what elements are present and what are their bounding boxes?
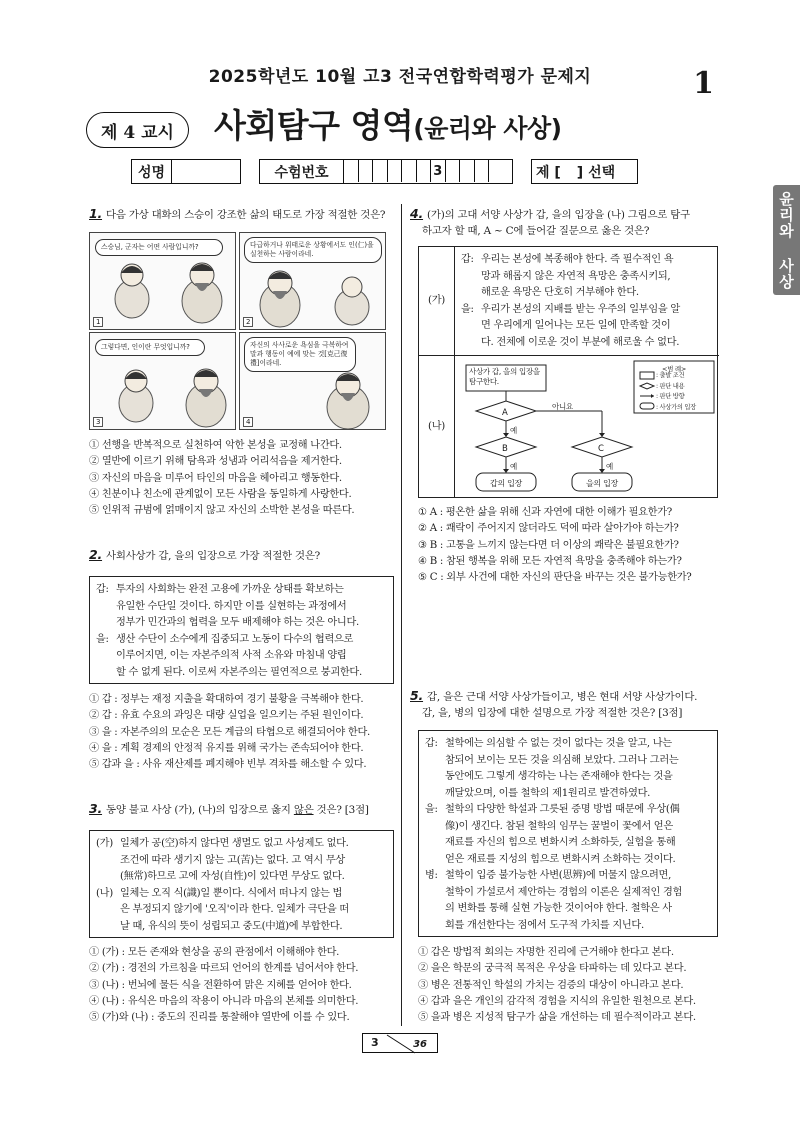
answer-option[interactable]: ③ 을 : 자본주의의 모순은 모든 계급의 타협으로 해결되어야 한다. (89, 726, 370, 738)
question-text: 동양 불교 사상 (가), (나)의 입장으로 옳지 (106, 804, 294, 816)
answer-option[interactable]: ⑤ 을과 병은 지성적 탐구가 삶을 개선하는 데 필수적이라고 본다. (418, 1012, 696, 1024)
question-text-emphasis: 않은 (293, 804, 314, 816)
name-box (131, 159, 241, 184)
speaker-label: 갑: (96, 584, 109, 595)
row-divider (419, 355, 719, 356)
passage-line: (無常)하므로 고에 자성(自性)이 있다면 무상도 없다. (120, 871, 345, 882)
legend-title: <범 례> (661, 365, 687, 373)
speaker-label: 병: (425, 870, 438, 881)
passage-line: 해로운 욕망은 단호히 거부해야 한다. (481, 287, 639, 298)
passage-line: 면 우리에게 일어나는 모든 일에 만족할 것이 (481, 320, 671, 331)
branch-yes-label: 예 (510, 426, 517, 435)
comic-panel-1 (89, 232, 236, 330)
passage-ga (461, 252, 715, 351)
answer-option[interactable]: ① A : 평온한 삶을 위해 신과 자연에 대한 이해가 필요한가? (418, 507, 672, 518)
answer-option[interactable]: ④ 갑과 을은 개인의 감각적 경험을 지식의 유일한 원천으로 본다. (418, 995, 696, 1007)
question-1 (89, 206, 394, 223)
answer-option[interactable]: ⑤ 인위적 규범에 얽매이지 않고 자신의 소박한 본성을 따른다. (89, 505, 355, 517)
question-text: 것은? [3점] (313, 804, 369, 816)
exam-number-cell[interactable] (489, 160, 504, 182)
decision-b-label: B (502, 444, 508, 454)
answer-option[interactable]: ⑤ C : 외부 사건에 대한 자신의 판단을 바꾸는 것은 불가능한가? (418, 572, 692, 584)
answer-option[interactable]: ④ 친분이나 친소에 관계없이 모든 사람을 동일하게 사랑한다. (89, 488, 352, 500)
passage-line: 동안에도 그렇게 생각하는 나는 존재해야 한다는 것을 (445, 771, 673, 782)
passage-line: 철학의 다양한 학설과 그릇된 증명 방법 때문에 우상(偶 (445, 804, 680, 815)
exam-number-cell[interactable] (388, 160, 403, 182)
exam-title: 2025학년도 10월 고3 전국연합학력평가 문제지 (208, 67, 592, 87)
question-4-options (418, 505, 691, 586)
question-4-stem (410, 206, 720, 223)
name-field[interactable] (172, 160, 240, 183)
speaker-label: 갑: (461, 254, 474, 265)
panel-number: 2 (243, 317, 253, 327)
period-badge: 제 4 교시 (86, 112, 189, 148)
question-text: 다음 가상 대화의 스승이 강조한 삶의 태도로 가장 적절한 것은? (106, 209, 386, 221)
passage-line: 참되어 보이는 모든 것을 의심해 보았다. 그러나 그러는 (445, 754, 679, 766)
speech-bubble: 자신의 사사로운 욕심을 극복하여 말과 행동이 예에 맞는 것[克己復禮]이라네. (244, 337, 356, 372)
panel-number: 4 (243, 417, 253, 427)
question-text: (가)의 고대 서양 사상가 갑, 을의 입장을 (나) 그림으로 탐구 (427, 209, 690, 221)
question-5-stem (410, 688, 725, 705)
passage-line: 생산 수단이 소수에게 집중되고 노동이 다수의 협력으로 (116, 633, 354, 645)
answer-option[interactable]: ⑤ 갑과 을 : 사유 재산제를 폐지해야 빈부 격차를 해소할 수 있다. (89, 759, 367, 771)
comic-panel-3 (89, 332, 236, 430)
answer-option[interactable]: ② 을은 학문의 궁극적 목적은 우상을 타파하는 데 있다고 본다. (418, 963, 687, 975)
passage-line: 일체가 공(空)하지 않다면 생멸도 없고 사성제도 없다. (120, 838, 349, 849)
branch-yes-label: 예 (510, 462, 517, 471)
question-5-options (418, 945, 696, 1026)
exam-number-cell[interactable] (417, 160, 432, 182)
exam-number-cell[interactable] (475, 160, 490, 182)
start-box-text: 사상가 갑, 을의 입장을 탐구한다. (469, 367, 540, 386)
subject-side-tab: 윤리와 사상 (773, 185, 800, 295)
question-number: 3. (89, 801, 103, 816)
answer-option[interactable]: ② 열반에 이르기 위해 탐욕과 성냄과 어리석음을 제거한다. (89, 456, 342, 468)
passage-line: 투자의 사회화는 완전 고용에 가까운 상태를 확보하는 (116, 584, 344, 595)
legend-items (656, 371, 696, 413)
subject-sub: (윤리와 사상) (413, 114, 562, 143)
choice-label-a: 제 [ (536, 164, 561, 181)
question-text: 사회사상가 갑, 을의 입장으로 가장 적절한 것은? (106, 550, 321, 562)
name-label: 성명 (132, 160, 172, 183)
end-a-label: 갑의 입장 (490, 479, 522, 488)
passage-line: 다. 전체에 이로운 것이 부분에 해로울 수 없다. (481, 336, 680, 348)
question-number: 5. (410, 688, 424, 703)
footer-total: 36 (413, 1039, 427, 1050)
question-text: 하고자 할 때, A ~ C에 들어갈 질문으로 옳은 것은? (422, 225, 650, 237)
passage-line: 유일한 수단일 것이다. 하지만 이를 실현하는 과정에서 (116, 600, 347, 612)
passage-line: 우리는 본성에 복종해야 한다. 즉 필수적인 욕 (481, 254, 674, 265)
passage-line: 정부가 민간과의 협력을 모두 배제해야 하는 것은 아니다. (116, 617, 359, 628)
passage-line: 철학에는 의심할 수 없는 것이 없다는 것을 알고, 나는 (445, 738, 672, 749)
passage-line: 은 부정되지 않기에 '오직'이라 한다. 일체가 극단을 떠 (120, 904, 349, 915)
subject-main: 사회탐구 영역 (214, 106, 414, 145)
question-1-options (89, 438, 354, 519)
question-number: 2. (89, 547, 103, 562)
answer-option[interactable]: ② A : 쾌락이 주어지지 않더라도 덕에 따라 살아가야 하는가? (418, 523, 679, 535)
passage-line: 깨달았으며, 이를 철학의 제1원리로 발견하였다. (445, 787, 651, 799)
exam-number-cell[interactable] (359, 160, 374, 182)
footer-page: 3 (371, 1036, 379, 1049)
comic-panel-2 (239, 232, 386, 330)
exam-number-cell[interactable] (344, 160, 359, 182)
passage-line: 얻은 재료를 지성의 힘으로 변화시켜 소화하는 것이다. (445, 853, 676, 865)
question-number: 1. (89, 206, 103, 221)
passage-label: (가) (96, 838, 113, 849)
answer-option[interactable]: ② (가) : 경전의 가르침을 따르되 언어의 한계를 넘어서야 한다. (89, 963, 359, 975)
question-3-stem (89, 801, 394, 818)
speech-bubble: 그렇다면, 인이란 무엇입니까? (95, 339, 205, 356)
passage-line: 이루어지면, 이는 자본주의적 사적 소유와 마침내 양립 (116, 650, 347, 661)
speaker-label: 을: (96, 633, 109, 645)
answer-option[interactable]: ① (가) : 모든 존재와 현상을 공의 관점에서 이해해야 한다. (89, 947, 340, 958)
answer-option[interactable]: ① 갑은 방법적 회의는 자명한 진리에 근거해야 한다고 본다. (418, 947, 674, 958)
exam-number-cell[interactable] (373, 160, 388, 182)
exam-number-cells[interactable] (344, 160, 504, 183)
answer-option[interactable]: ③ B : 고통을 느끼지 않는다면 더 이상의 쾌락은 불필요한가? (418, 539, 679, 551)
exam-number-label: 수험번호 (260, 160, 344, 183)
question-3 (89, 801, 394, 818)
branch-yes-label: 예 (606, 462, 613, 471)
column-divider (401, 204, 402, 1026)
answer-option[interactable]: ④ (나) : 유식은 마음의 작용이 아니라 마음의 본체를 의미한다. (89, 995, 359, 1007)
page-number: 1 (693, 66, 714, 101)
passage-line: 날 때, 유식의 뜻이 성립되고 중도(中道)에 부합한다. (120, 920, 343, 932)
passage-line: 像)이 생긴다. 참된 철학의 임무는 꿀벌이 꽃에서 얻은 (445, 820, 673, 832)
flowchart (456, 357, 718, 497)
passage-line: 일체는 오직 식(識)일 뿐이다. 식에서 떠나지 않는 법 (120, 887, 343, 899)
page-footer (362, 1033, 438, 1053)
decision-a-label: A (502, 408, 508, 418)
passage-line: 철학이 가설로서 제안하는 경험의 이론은 실제적인 경험 (445, 886, 683, 898)
subject-title (214, 100, 562, 147)
passage-line: 회를 개선한다는 점에서 도구적 가치를 지닌다. (445, 919, 644, 931)
panel-number: 1 (93, 317, 103, 327)
passage-line: 철학이 입증 불가능한 사변(思辨)에 머물지 않으려면, (445, 870, 672, 881)
question-2-stem (89, 547, 394, 564)
question-2-options (89, 692, 370, 773)
comic-panel-4 (239, 332, 386, 430)
question-5 (410, 688, 725, 721)
speaker-label: 을: (425, 804, 438, 815)
info-bar (131, 159, 638, 184)
answer-option[interactable]: ① 갑 : 정부는 재정 지출을 확대하여 경기 불황을 극복해야 한다. (89, 694, 364, 705)
question-text: 갑, 을, 병의 입장에 대한 설명으로 가장 적절한 것은? [3점] (422, 707, 683, 719)
decision-c-label: C (598, 444, 604, 454)
answer-option[interactable]: ② 갑 : 유효 수요의 과잉은 대량 실업을 일으키는 주된 원인이다. (89, 710, 364, 722)
exam-number-box (259, 159, 513, 184)
comic-strip (89, 232, 386, 430)
row-label-na: (나) (419, 356, 455, 498)
answer-option[interactable]: ⑤ (가)와 (나) : 중도의 진리를 통찰해야 열반에 이를 수 있다. (89, 1012, 350, 1024)
passage-label: (나) (96, 887, 113, 899)
passage-line: 재료를 자신의 힘으로 변화시켜 소화하듯, 실험을 통해 (445, 837, 676, 848)
question-3-options (89, 945, 358, 1026)
legend-item: : 사상가의 입장 (656, 403, 696, 411)
passage-line: 할 수 없게 된다. 이로써 자본주의는 필연적으로 붕괴한다. (116, 666, 362, 678)
exam-number-cell[interactable]: 3 (431, 160, 446, 182)
answer-option[interactable]: ④ B : 참된 행복을 위해 모든 자연적 욕망을 충족해야 하는가? (418, 555, 682, 567)
legend-item: : 출발 조건 (656, 372, 685, 379)
exam-number-cell[interactable] (402, 160, 417, 182)
exam-number-cell[interactable] (460, 160, 475, 182)
question-2-passage (89, 576, 394, 684)
passage-line: 의 변화를 통해 실현 가능한 것이어야 한다. 철학은 사 (445, 903, 672, 914)
speech-bubble: 다급하거나 위태로운 상황에서도 인(仁)을 실천하는 사람이라네. (244, 237, 382, 263)
legend-item: : 판단 방향 (656, 393, 685, 400)
question-text: 갑, 을은 근대 서양 사상가들이고, 병은 현대 서양 사상가이다. (427, 691, 698, 703)
question-1-stem (89, 206, 394, 223)
question-number: 4. (410, 206, 424, 221)
question-3-passage (89, 830, 394, 938)
question-5-passage (418, 730, 718, 937)
choice-label-b: ] 선택 (576, 164, 616, 181)
answer-option[interactable]: ① 선행을 반복적으로 실천하여 악한 본성을 교정해 나간다. (89, 440, 342, 451)
answer-option[interactable]: ③ (나) : 번뇌에 물든 식을 전환하여 맑은 지혜를 얻어야 한다. (89, 979, 352, 991)
question-4-table (418, 246, 718, 498)
branch-no-label: 아니요 (552, 402, 573, 411)
passage-line: 우리가 본성의 지배를 받는 우주의 일부임을 알 (481, 303, 680, 315)
question-4 (410, 206, 720, 239)
speaker-label: 을: (461, 303, 474, 315)
passage-line: 망과 해롭지 않은 자연적 욕망은 충족시키되, (481, 270, 671, 282)
question-2 (89, 547, 394, 564)
answer-option[interactable]: ③ 자신의 마음을 미루어 타인의 마음을 헤아리고 행동한다. (89, 472, 342, 484)
row-label-ga: (가) (419, 247, 455, 355)
speech-bubble: 스승님, 군자는 어떤 사람입니까? (95, 239, 223, 256)
answer-option[interactable]: ④ 을 : 계획 경제의 안정적 유지를 위해 국가는 존속되어야 한다. (89, 742, 364, 754)
choice-label (532, 160, 637, 183)
speaker-label: 갑: (425, 738, 438, 749)
passage-line: 조건에 따라 생기지 않는 고(苦)는 없다. 고 역시 무상 (120, 854, 345, 866)
choice-box (531, 159, 638, 184)
exam-number-cell[interactable] (446, 160, 461, 182)
panel-number: 3 (93, 417, 103, 427)
legend-item: : 판단 내용 (656, 382, 685, 390)
answer-option[interactable]: ③ 병은 전통적인 학설의 가치는 검증의 대상이 아니라고 본다. (418, 979, 684, 991)
end-b-label: 을의 입장 (586, 479, 618, 488)
